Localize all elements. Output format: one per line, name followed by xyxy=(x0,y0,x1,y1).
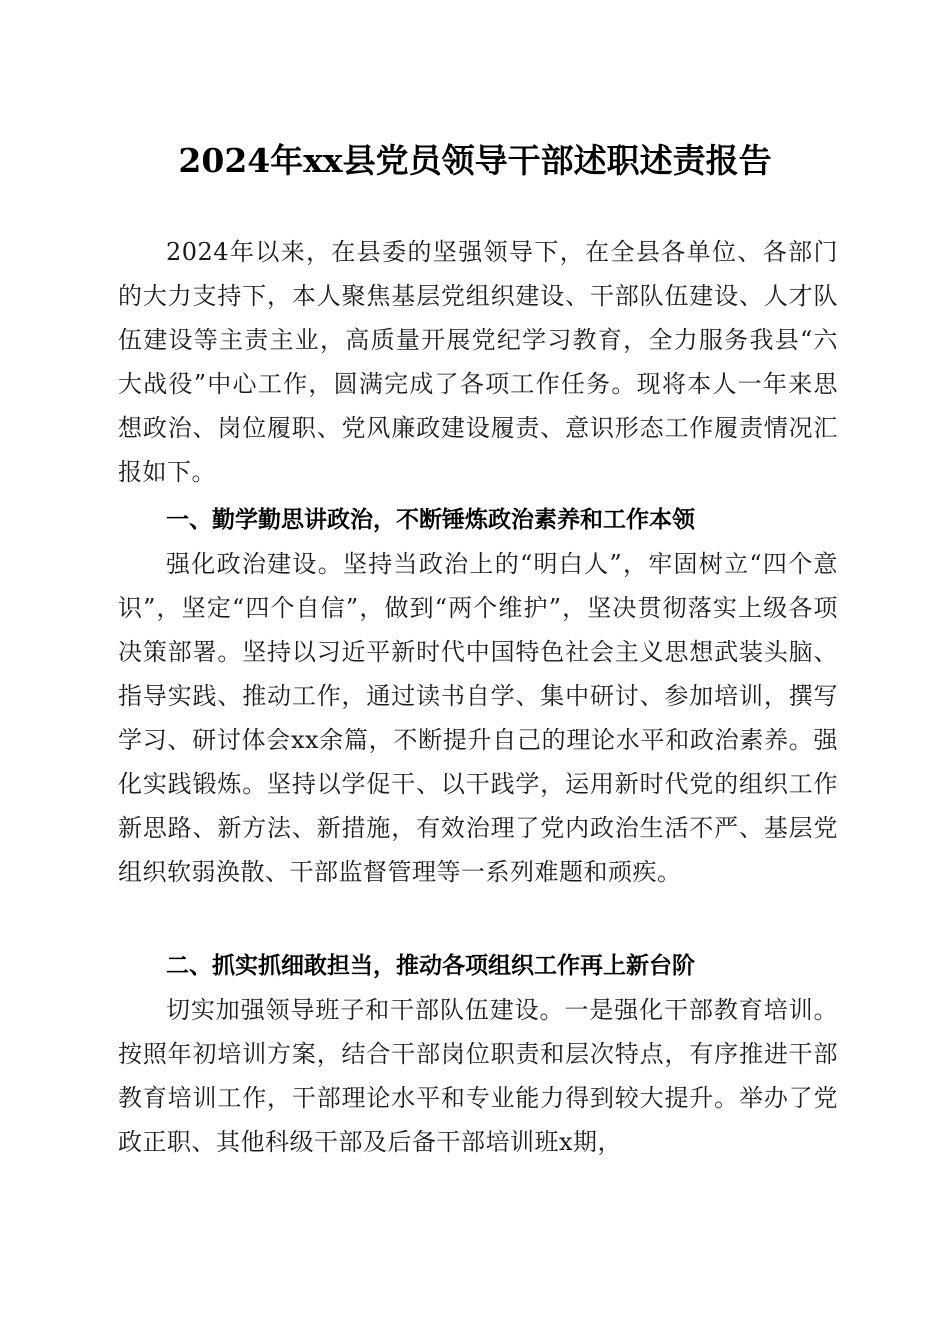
section-2-paragraph: 切实加强领导班子和干部队伍建设。一是强化干部教育培训。按照年初培训方案，结合干部岗位职责和层次特点，有序推进干部教育培训工作，干部理论水平和专业能力得到较大提升。举办了党政正职、其他科级干部及后备干部培训班x期， xyxy=(118,996,838,1156)
document-title: 2024年xx县党员领导干部述职述责报告 xyxy=(178,141,772,180)
section-1-paragraph: 强化政治建设。坚持当政治上的“明白人”，牢固树立“四个意识”，坚定“四个自信”，做到“两个维护”，坚决贯彻落实上级各项决策部署。坚持以习近平新时代中国特色社会主义思想武装头脑、指导实践、推动工作，通过读书自学、集中研讨、参加培训，撰写学习、研讨体会xx余篇，不断提升自己的理论水平和政治素养。强化实践锻炼。坚持以学促干、以干践学，运用新时代党的组织工作新思路、新方法、新措施，有效治理了党内政治生活不严、基层党组织软弱涣散、干部监督管理等一系列难题和顽疾。 xyxy=(118,550,838,886)
intro-paragraph: 2024年以来，在县委的坚强领导下，在全县各单位、各部门的大力支持下，本人聚焦基层党组织建设、干部队伍建设、人才队伍建设等主责主业，高质量开展党纪学习教育，全力服务我县“六大战役”中心工作，圆满完成了各项工作任务。现将本人一年来思想政治、岗位履职、党风廉政建设履责、意识形态工作履责情况汇报如下。 xyxy=(118,238,838,486)
section-heading-2: 二、抓实抓细敢担当，推动各项组织工作再上新台阶 xyxy=(166,953,695,979)
section-heading-1: 一、勤学勤思讲政治，不断锤炼政治素养和工作本领 xyxy=(166,507,695,533)
